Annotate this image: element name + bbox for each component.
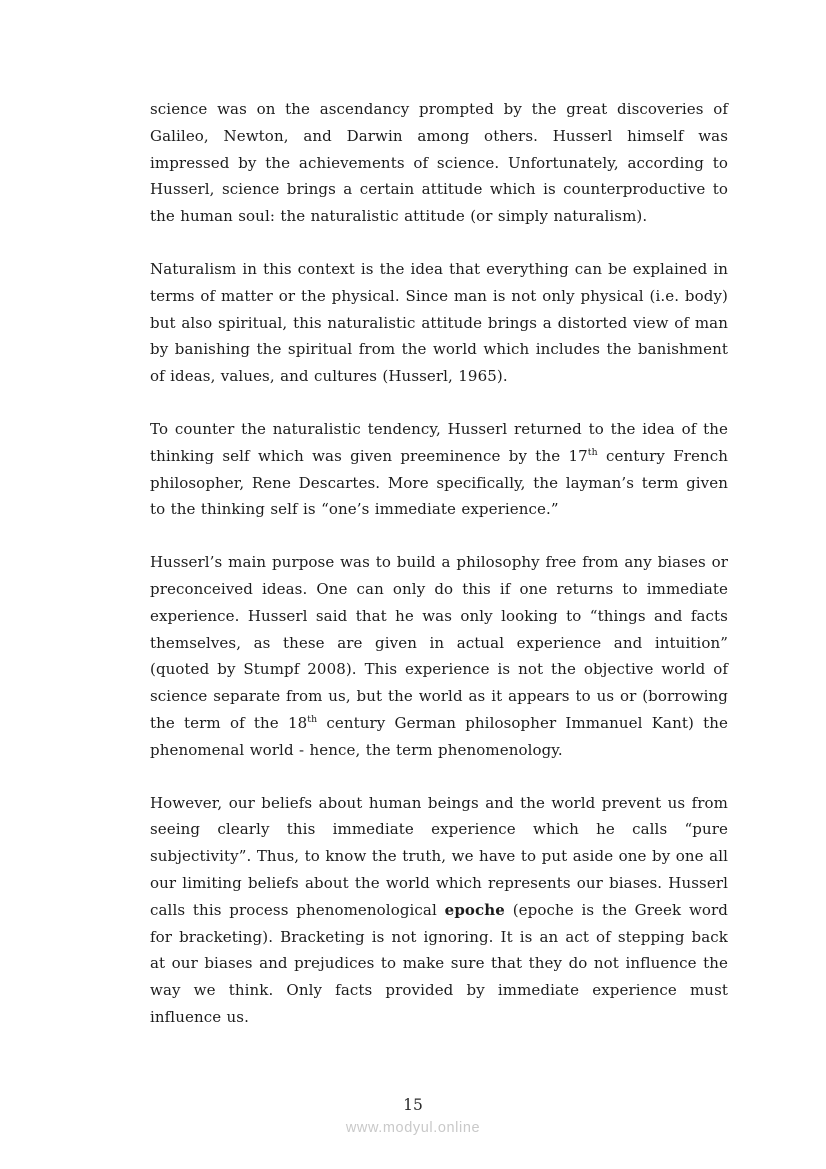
body-text: Husserl’s main purpose was to build a philosophy free from any biases or preconceived ideas. One can only do this if one returns to immediate experience. Husserl said that he was only looking to “things and facts themselves, as these are given in actual experience and intuition” (quoted by Stumpf 2008). This experience is not the objective world of science separate from us, but the world as it appears to us or (borrowing the term of the 18: [150, 553, 728, 732]
page-number: 15: [403, 1096, 423, 1114]
body-text: science was on the ascendancy prompted by the great discoveries of Galileo, Newton, and Darwin among others. Husserl himself was impressed by the achievements of science. Unfortunately, according to Husserl, science brings a certain attitude which is counterproductive to the human soul: the naturalistic attitude (or simply naturalism).: [150, 100, 728, 226]
paragraph: [150, 96, 728, 230]
body-text: century German philosopher Immanuel Kant) the phenomenal world - hence, the term phenomenology.: [150, 713, 728, 759]
body-text: However, our beliefs about human beings and the world prevent us from seeing clearly this immediate experience which he calls “pure subjectivity”. Thus, to know the truth, we have to put aside one by one all our limiting beliefs about the world which represents our biases. Husserl calls this process phenomenological: [150, 793, 728, 919]
paragraph: [150, 416, 728, 523]
paragraph: [150, 790, 728, 1031]
superscript-text: th: [587, 446, 598, 458]
body-text: Naturalism in this context is the idea that everything can be explained in terms of matter or the physical. Since man is not only physical (i.e. body) but also spiritual, this naturalistic attitude brings a distorted view of man by banishing the spiritual from the world which includes the banishment of ideas, values, and cultures (Husserl, 1965).: [150, 259, 728, 386]
body-text: century French philosopher, Rene Descartes. More specifically, the layman’s term given to the thinking self is “one’s immediate experience.”: [150, 446, 728, 519]
body-text: (epoche is the Greek word for bracketing). Bracketing is not ignoring. It is an act of stepping back at our biases and prejudices to make sure that they do not influence the way we think. Only facts provided by immediate experience must influence us.: [150, 900, 728, 1026]
bold-term: epoche: [444, 900, 505, 919]
text-block: [150, 96, 728, 1031]
paragraph: [150, 256, 728, 390]
body-text: To counter the naturalistic tendency, Husserl returned to the idea of the thinking self which was given preeminence by the 17: [150, 419, 728, 465]
paragraph: [150, 549, 728, 763]
superscript-text: th: [307, 713, 318, 725]
watermark: www.modyul.online: [345, 1120, 481, 1136]
